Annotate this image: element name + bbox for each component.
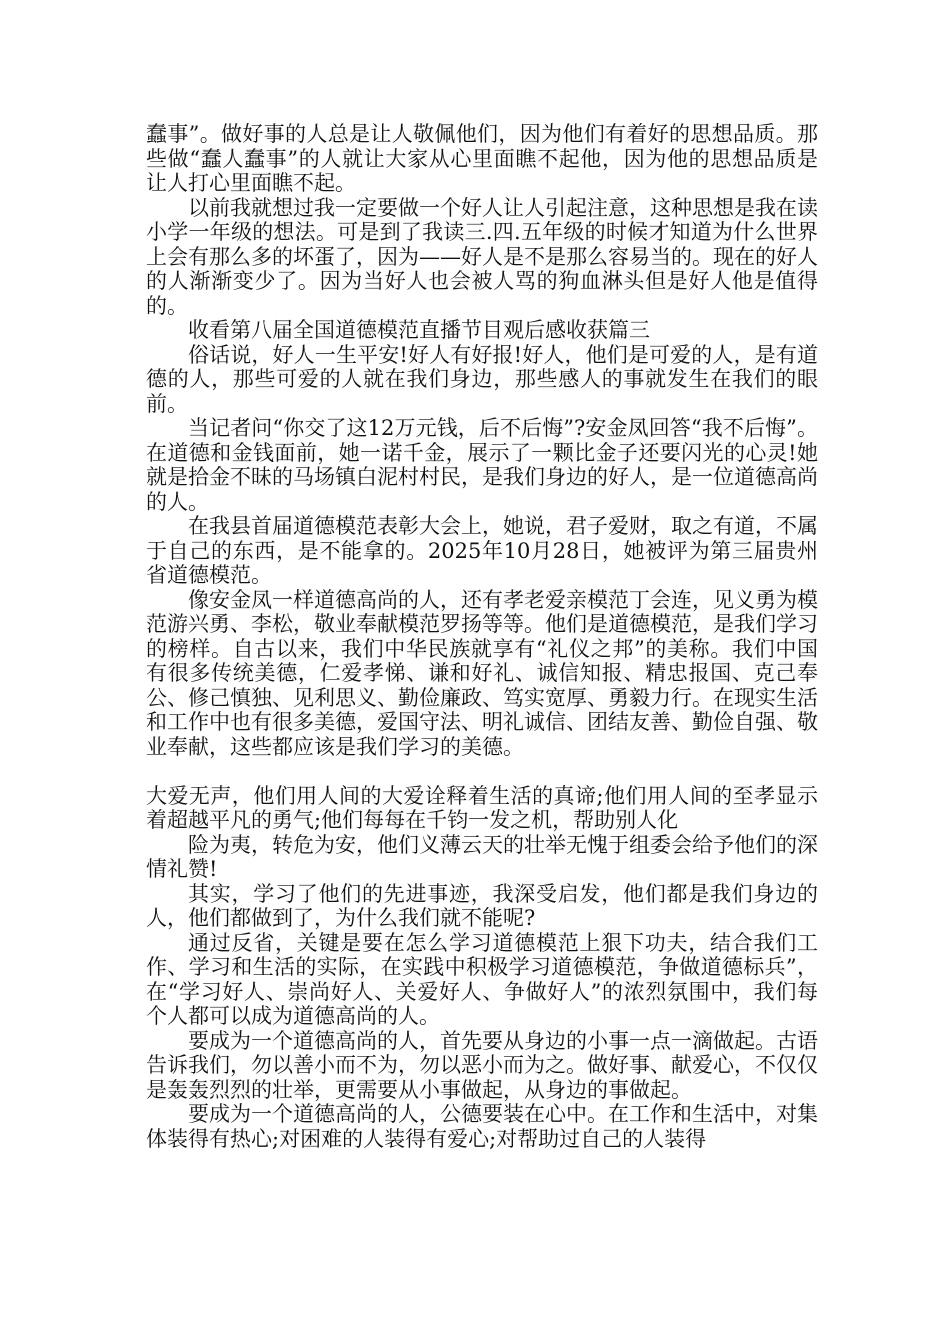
paragraph: 要成为一个道德高尚的人，首先要从身边的小事一点一滴做起。古语告诉我们，勿以善小而不为，勿以恶小而为之。做好事、献爱心，不仅仅是轰轰烈烈的壮举，更需要从小事做起，从身边的事做起。 bbox=[146, 1028, 818, 1102]
paragraph: 其实，学习了他们的先进事迹，我深受启发，他们都是我们身边的人，他们都做到了，为什么我们就不能呢? bbox=[146, 881, 818, 930]
paragraph: 在我县首届道德模范表彰大会上，她说，君子爱财，取之有道，不属于自己的东西，是不能拿的。2025年10月28日，她被评为第三届贵州省道德模范。 bbox=[146, 514, 818, 587]
document-page bbox=[146, 122, 818, 1151]
section-heading: 收看第八届全国道德模范直播节目观后感收获篇三 bbox=[188, 318, 650, 342]
paragraph: 通过反省，关键是要在怎么学习道德模范上狠下功夫，结合我们工作、学习和生活的实际，在实践中积极学习道德模范，争做道德标兵”，在“学习好人、崇尚好人、关爱好人、争做好人”的浓烈氛围中，我们每个人都可以成为道德高尚的人。 bbox=[146, 930, 818, 1028]
paragraph: 俗话说，好人一生平安!好人有好报!好人，他们是可爱的人，是有道德的人，那些可爱的人就在我们身边，那些感人的事就发生在我们的眼前。 bbox=[146, 342, 818, 416]
blank-line bbox=[146, 759, 818, 784]
paragraph-continuation: 蠢事”。做好事的人总是让人敬佩他们，因为他们有着好的思想品质。那些做“蠢人蠢事”的人就让大家从心里面瞧不起他，因为他的思想品质是让人打心里面瞧不起。 bbox=[146, 122, 818, 195]
paragraph: 险为夷，转危为安，他们义薄云天的壮举无愧于组委会给予他们的深情礼赞! bbox=[146, 832, 818, 881]
paragraph: 以前我就想过我一定要做一个好人让人引起注意，这种思想是我在读小学一年级的想法。可是到了我读三.四.五年级的时候才知道为什么世界上会有那么多的坏蛋了，因为——好人是不是那么容易当的。现在的好人的人渐渐变少了。因为当好人也会被人骂的狗血淋头但是好人他是值得的。 bbox=[146, 195, 818, 318]
paragraph: 像安金凤一样道德高尚的人，还有孝老爱亲模范丁会连，见义勇为模范游兴勇、李松，敬业奉献模范罗扬等等。他们是道德模范，是我们学习的榜样。自古以来，我们中华民族就享有“礼仪之邦”的美称。我们中国有很多传统美德，仁爱孝悌、谦和好礼、诚信知报、精忠报国、克己奉公、修己慎独、见利思义、勤俭廉政、笃实宽厚、勇毅力行。在现实生活和工作中也有很多美德，爱国守法、明礼诚信、团结友善、勤俭自强、敬业奉献，这些都应该是我们学习的美德。 bbox=[146, 587, 818, 759]
paragraph: 要成为一个道德高尚的人，公德要装在心中。在工作和生活中，对集体装得有热心;对困难的人装得有爱心;对帮助过自己的人装得 bbox=[146, 1102, 818, 1151]
paragraph: 当记者问“你交了这12万元钱，后不后悔”?安金凤回答“我不后悔”。在道德和金钱面前，她一诺千金，展示了一颗比金子还要闪光的心灵!她就是拾金不昧的马场镇白泥村村民，是我们身边的好人，是一位道德高尚的人。 bbox=[146, 416, 818, 514]
paragraph-unindented: 大爱无声，他们用人间的大爱诠释着生活的真谛;他们用人间的至孝显示着超越平凡的勇气;他们每每在千钧一发之机，帮助别人化 bbox=[146, 783, 818, 832]
